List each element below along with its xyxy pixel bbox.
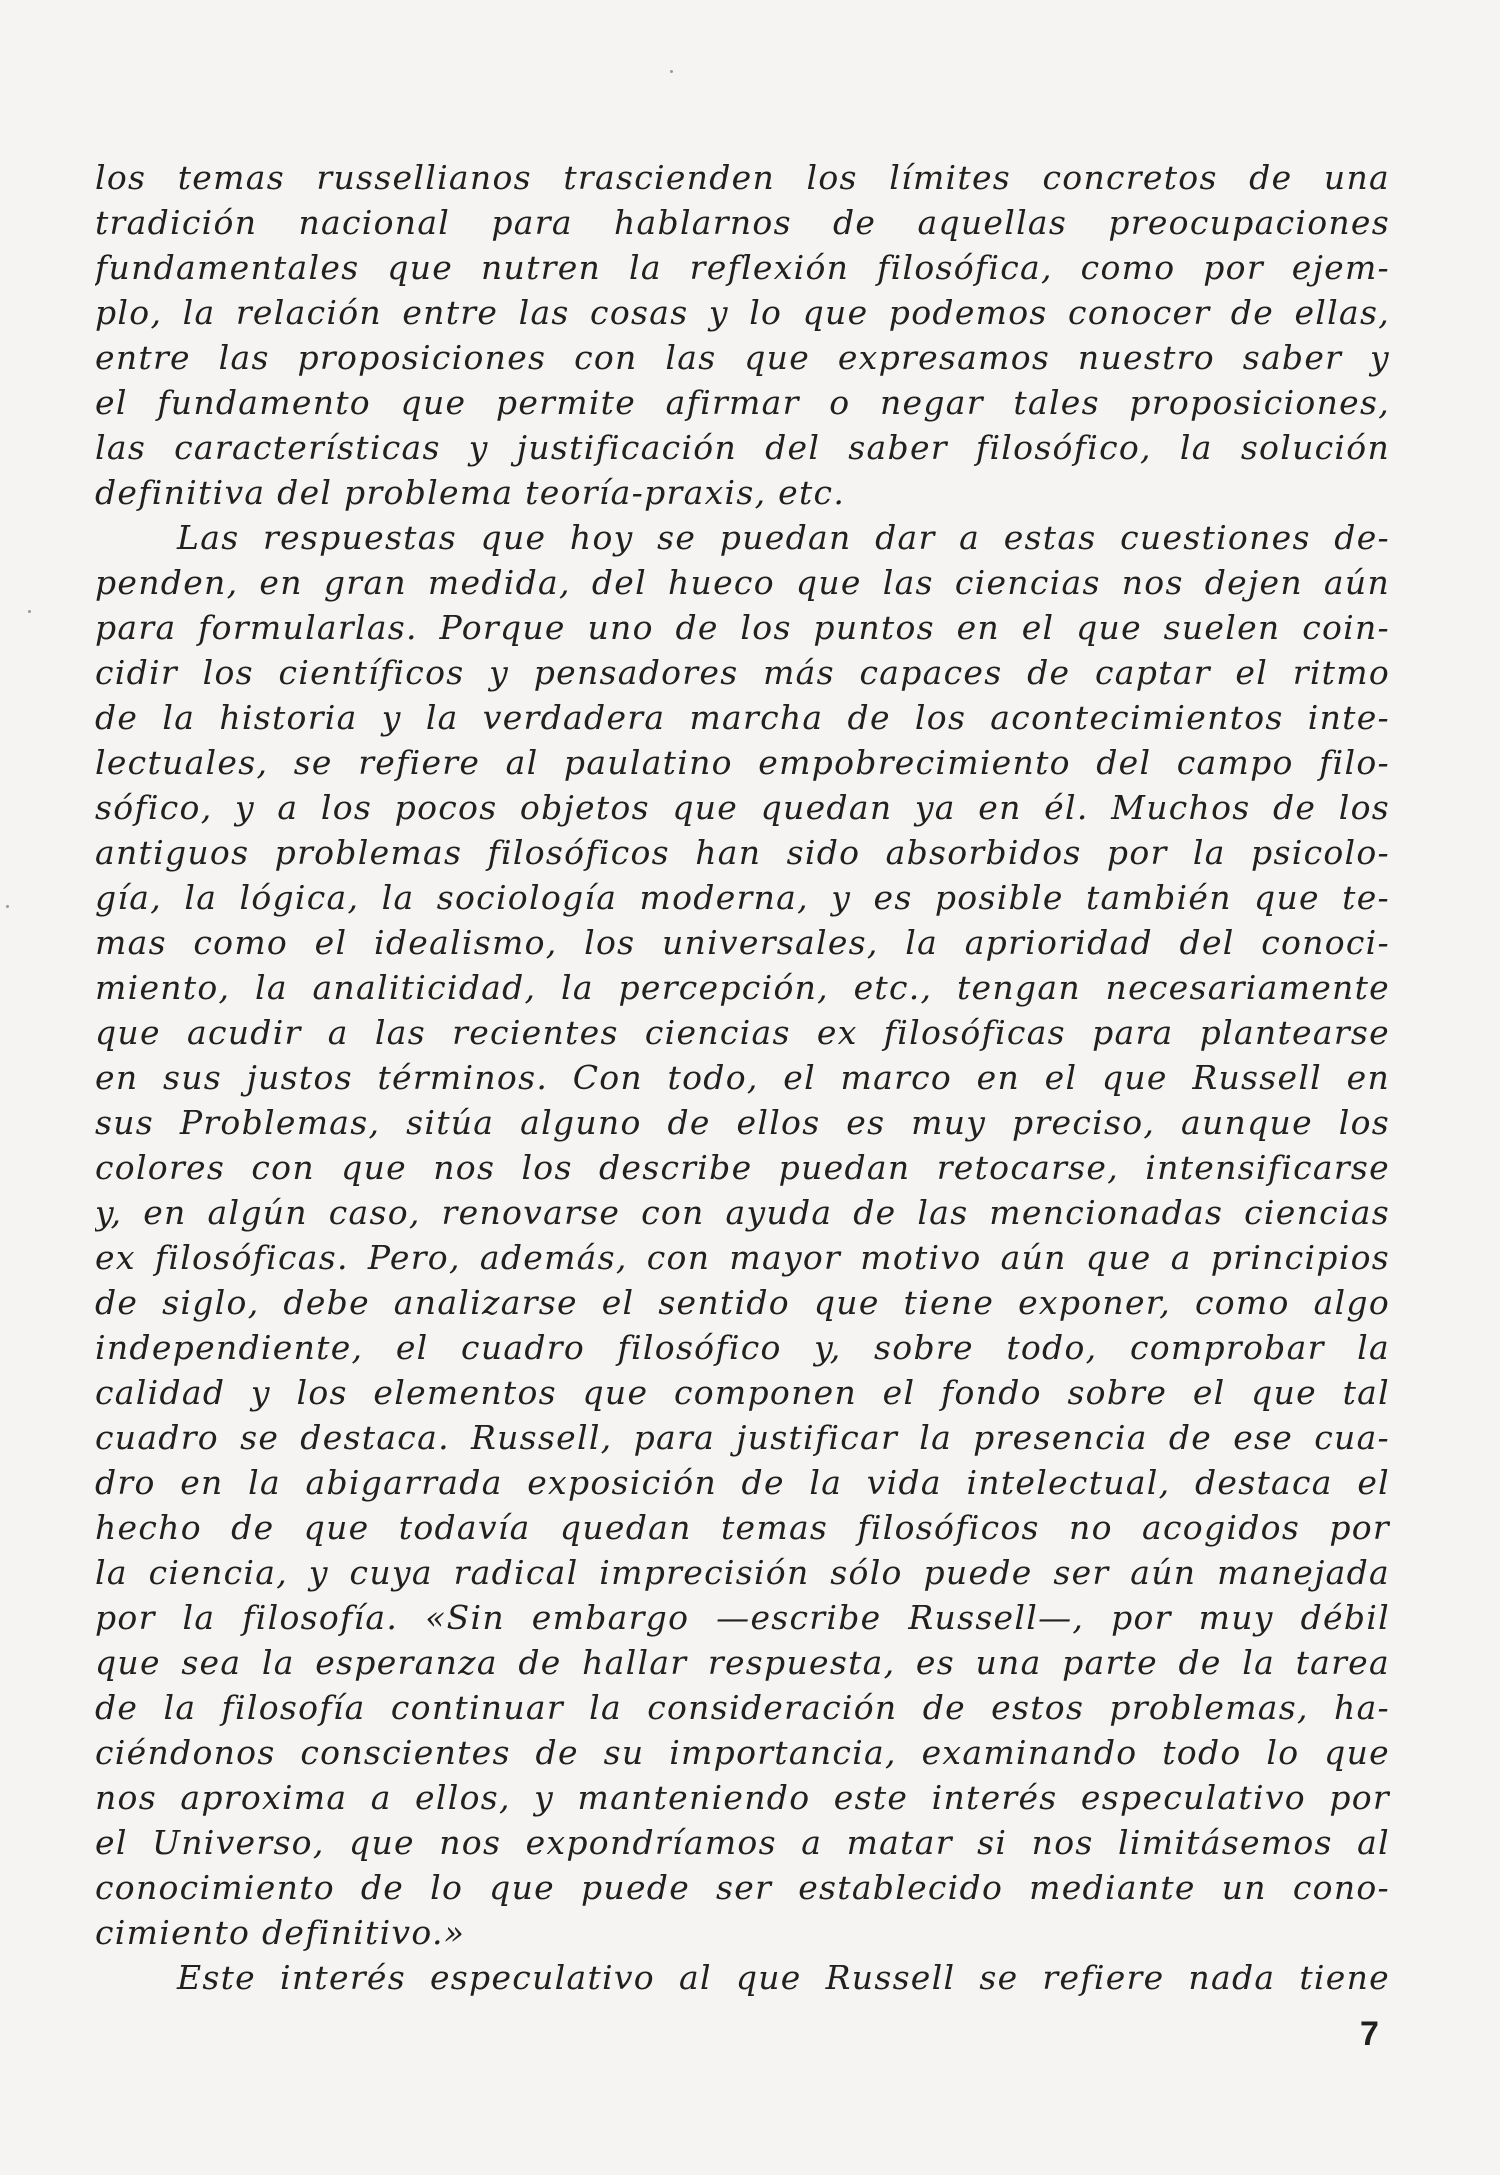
text-line: sófico, y a los pocos objetos que quedan ya en él. Muchos de los: [95, 788, 1390, 827]
text-line: colores con que nos los describe puedan retocarse, intensificarse: [95, 1148, 1390, 1187]
text-line: fundamentales que nutren la reflexión filosófica, como por ejem-: [95, 248, 1390, 287]
text-line: entre las proposiciones con las que expresamos nuestro saber y: [95, 338, 1390, 377]
text-line: en sus justos términos. Con todo, el marco en el que Russell en: [95, 1058, 1390, 1097]
page-number: 7: [1360, 2015, 1379, 2053]
text-line: la ciencia, y cuya radical imprecisión sólo puede ser aún manejada: [95, 1553, 1390, 1592]
text-line: hecho de que todavía quedan temas filosóficos no acogidos por: [95, 1508, 1390, 1547]
text-line: de siglo, debe analizarse el sentido que tiene exponer, como algo: [95, 1283, 1390, 1322]
text-line: y, en algún caso, renovarse con ayuda de las mencionadas ciencias: [95, 1193, 1390, 1232]
text-line: dro en la abigarrada exposición de la vida intelectual, destaca el: [95, 1463, 1390, 1502]
text-line: cuadro se destaca. Russell, para justificar la presencia de ese cua-: [95, 1418, 1390, 1457]
text-line: de la filosofía continuar la consideración de estos problemas, ha-: [95, 1688, 1390, 1727]
text-line: el Universo, que nos expondríamos a matar si nos limitásemos al: [95, 1823, 1390, 1862]
text-line: nos aproxima a ellos, y manteniendo este interés especulativo por: [95, 1778, 1390, 1817]
scan-speck: [670, 70, 673, 73]
text-line: cimiento definitivo.»: [95, 1913, 466, 1952]
text-line: el fundamento que permite afirmar o negar tales proposiciones,: [95, 383, 1390, 422]
text-line: de la historia y la verdadera marcha de los acontecimientos inte-: [95, 698, 1390, 737]
text-line: tradición nacional para hablarnos de aquellas preocupaciones: [95, 203, 1390, 242]
scan-speck: [6, 905, 9, 908]
text-line: definitiva del problema teoría-praxis, etc.: [95, 473, 846, 512]
text-line: los temas russellianos trascienden los límites concretos de una: [95, 158, 1390, 197]
text-line: antiguos problemas filosóficos han sido absorbidos por la psicolo-: [95, 833, 1390, 872]
text-line: plo, la relación entre las cosas y lo que podemos conocer de ellas,: [95, 293, 1390, 332]
text-line: gía, la lógica, la sociología moderna, y es posible también que te-: [95, 878, 1390, 917]
text-line: mas como el idealismo, los universales, la aprioridad del conoci-: [95, 923, 1390, 962]
body-text: [95, 155, 1390, 2000]
text-line: conocimiento de lo que puede ser establecido mediante un cono-: [95, 1868, 1390, 1907]
text-line: que acudir a las recientes ciencias ex filosóficas para plantearse: [95, 1013, 1390, 1052]
text-line: calidad y los elementos que componen el fondo sobre el que tal: [95, 1373, 1390, 1412]
text-line: lectuales, se refiere al paulatino empobrecimiento del campo filo-: [95, 743, 1390, 782]
text-line: Las respuestas que hoy se puedan dar a estas cuestiones de-: [177, 518, 1390, 557]
text-line: las características y justificación del saber filosófico, la solución: [95, 428, 1390, 467]
text-line: por la filosofía. «Sin embargo —escribe Russell—, por muy débil: [95, 1598, 1390, 1637]
text-line: independiente, el cuadro filosófico y, sobre todo, comprobar la: [95, 1328, 1390, 1367]
text-line: ex filosóficas. Pero, además, con mayor motivo aún que a principios: [95, 1238, 1390, 1277]
text-line: ciéndonos conscientes de su importancia, examinando todo lo que: [95, 1733, 1390, 1772]
text-line: penden, en gran medida, del hueco que las ciencias nos dejen aún: [95, 563, 1390, 602]
text-line: sus Problemas, sitúa alguno de ellos es muy preciso, aunque los: [95, 1103, 1390, 1142]
text-line: que sea la esperanza de hallar respuesta, es una parte de la tarea: [95, 1643, 1390, 1682]
text-line: para formularlas. Porque uno de los puntos en el que suelen coin-: [95, 608, 1390, 647]
scan-speck: [28, 610, 31, 613]
text-line: miento, la analiticidad, la percepción, etc., tengan necesariamente: [95, 968, 1390, 1007]
text-line: cidir los científicos y pensadores más capaces de captar el ritmo: [95, 653, 1390, 692]
text-line: Este interés especulativo al que Russell se refiere nada tiene: [177, 1958, 1390, 1997]
